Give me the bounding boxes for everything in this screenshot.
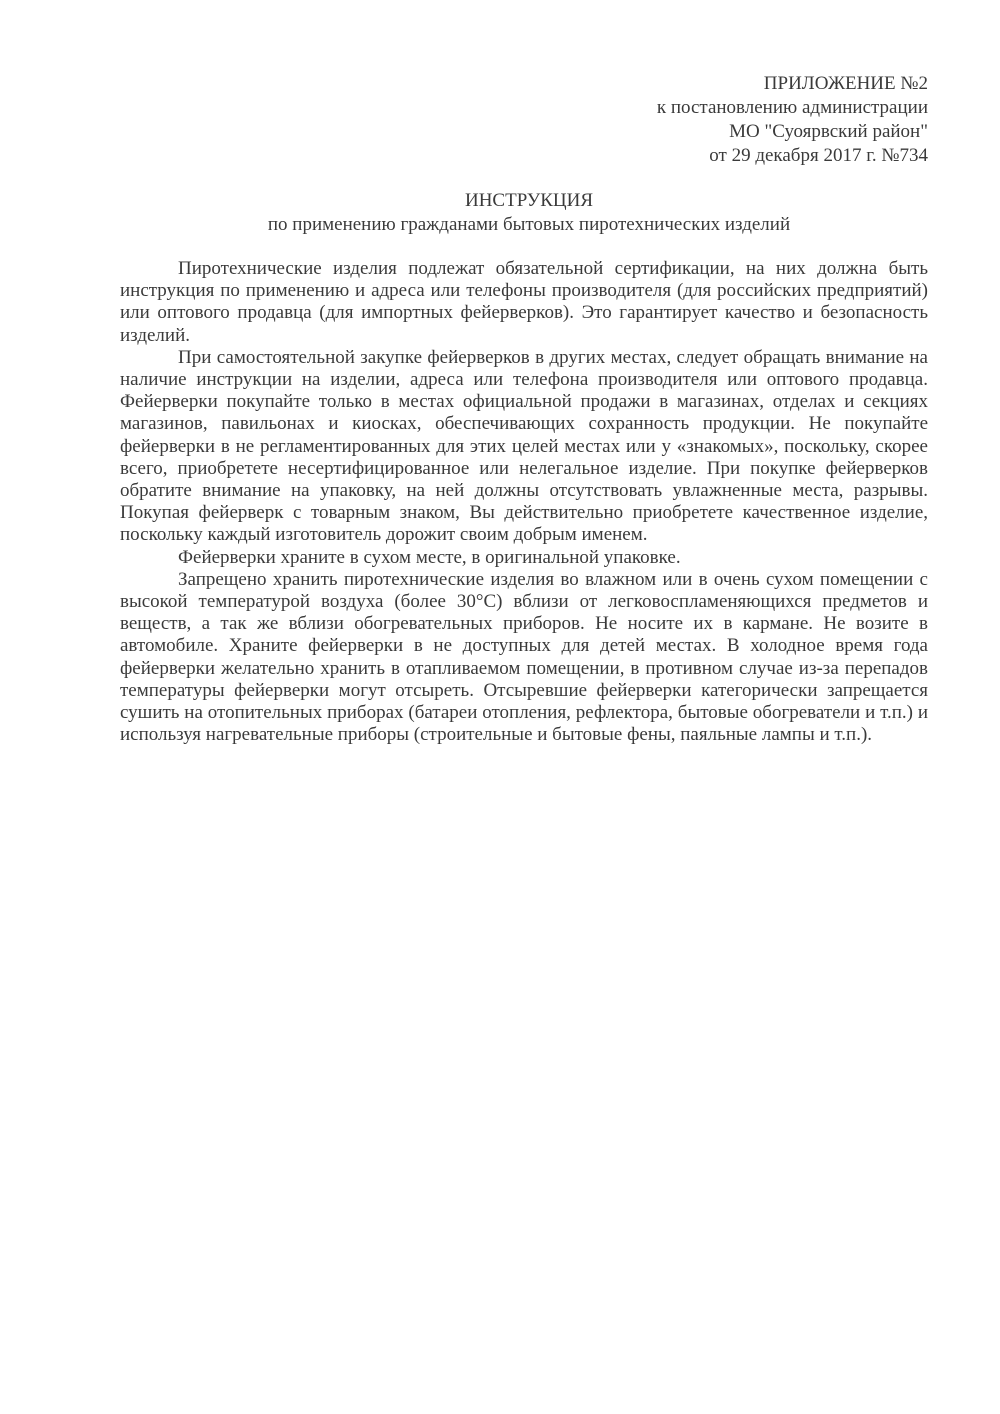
appendix-reference: к постановлению администрации xyxy=(656,97,928,118)
appendix-organization: МО "Суоярвский район" xyxy=(729,121,928,142)
document-title-block xyxy=(0,189,1000,237)
appendix-header xyxy=(657,72,928,168)
appendix-date: от 29 декабря 2017 г. №734 xyxy=(709,145,928,166)
paragraph-purchase: При самостоятельной закупке фейерверков в других местах, следует обращать внимание на наличие инструкции на изделии, адреса или телефона производителя или оптового продавца. Фейерверки покупайте только в местах официальной продажи в магазинах, отделах и секциях магазинов, павильонах и киосках, обеспечивающих сохранность продукции. Не покупайте фейерверки в не регламентированных для этих целей местах или у «знакомых», поскольку, скорее всего, приобретете несертифицированное или нелегальное изделие. При покупке фейерверков обратите внимание на упаковку, на ней должны отсутствовать увлажненные места, разрывы. Покупая фейерверк с товарным знаком, Вы действительно приобретете качественное изделие, поскольку каждый изготовитель дорожит своим добрым именем. xyxy=(120,346,928,546)
document-subtitle: по применению гражданами бытовых пиротехнических изделий xyxy=(267,214,791,235)
document-body xyxy=(120,258,928,746)
paragraph-certification: Пиротехнические изделия подлежат обязательной сертификации, на них должна быть инструкция по применению и адреса или телефоны производителя (для российских предприятий) или оптового продавца (для импортных фейерверков). Это гарантирует качество и безопасность изделий. xyxy=(120,258,928,346)
paragraph-storage: Фейерверки храните в сухом месте, в оригинальной упаковке. xyxy=(178,546,681,568)
paragraph-prohibitions: Запрещено хранить пиротехнические изделия во влажном или в очень сухом помещении с высокой температурой воздуха (более 30°С) вблизи от легковоспламеняющихся предметов и веществ, а так же вблизи обогревательных приборов. Не носите их в кармане. Не возите в автомобиле. Храните фейерверки в не доступных для детей местах. В холодное время года фейерверки желательно хранить в отапливаемом помещении, в противном случае из-за перепадов температуры фейерверки могут отсыреть. Отсыревшие фейерверки категорически запрещается сушить на отопительных приборах (батареи отопления, рефлектора, бытовые обогреватели и т.п.) и используя нагревательные приборы (строительные и бытовые фены, паяльные лампы и т.п.). xyxy=(120,568,928,746)
appendix-number: ПРИЛОЖЕНИЕ №2 xyxy=(763,73,928,94)
document-title: ИНСТРУКЦИЯ xyxy=(464,190,594,211)
